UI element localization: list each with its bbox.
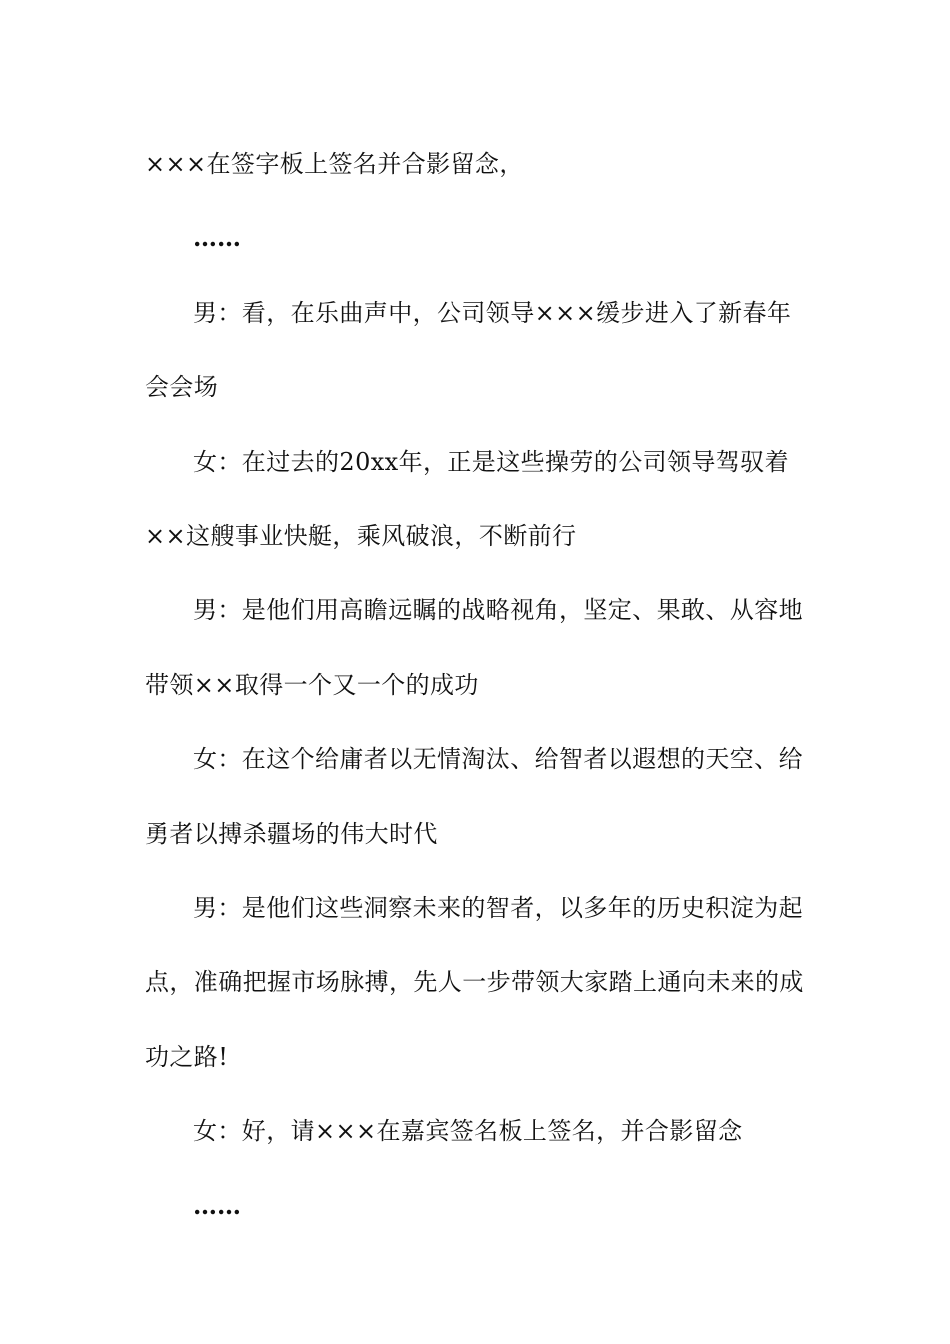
- paragraph-male-1: 男：看，在乐曲声中，公司领导×××缓步进入了新春年会会场: [145, 298, 792, 402]
- paragraph-male-2: 男：是他们用高瞻远瞩的战略视角，坚定、果敢、从容地带领××取得一个又一个的成功: [145, 596, 803, 699]
- paragraph-signing: ×××在签字板上签名并合影留念，: [145, 150, 524, 178]
- paragraph-female-2: 女：在这个给庸者以无情淘汰、给智者以遐想的天空、给勇者以搏杀疆场的伟大时代: [145, 745, 803, 848]
- paragraph-ellipsis-end: ……: [193, 1190, 241, 1220]
- paragraph-female-1: 女：在过去的20xx年，正是这些操劳的公司领导驾驭着××这艘事业快艇，乘风破浪，不断前行: [145, 447, 790, 551]
- document-body: [145, 127, 807, 1243]
- paragraph-ellipsis: ……: [193, 223, 241, 253]
- paragraph-female-3: 女：好，请×××在嘉宾签名板上签名，并合影留念: [193, 1117, 743, 1146]
- paragraph-male-3: 男：是他们这些洞察未来的智者，以多年的历史积淀为起点，准确把握市场脉搏，先人一步带领大家踏上通向未来的成功之路!: [145, 894, 804, 1071]
